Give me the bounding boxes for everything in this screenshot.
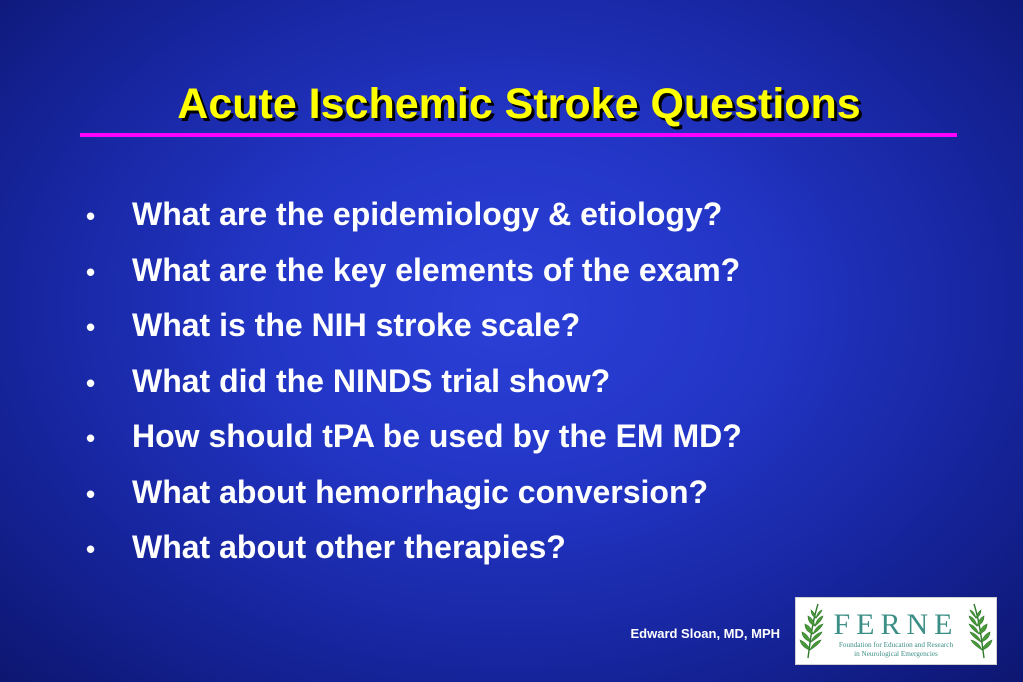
bullet-text: What are the key elements of the exam? [132,251,741,288]
author-credit: Edward Sloan, MD, MPH [630,626,780,641]
bullet-item [84,252,742,308]
bullet-item [84,418,742,474]
logo-letters: FERNE [833,608,959,641]
bullet-marker: • [86,256,96,287]
ferne-logo [795,597,997,665]
title-underline [80,133,957,137]
bullet-item [84,474,742,530]
logo-tagline-line2: in Neurological Emergencies [854,650,938,658]
bullet-text: What are the epidemiology & etiology? [132,196,723,232]
bullet-text: How should tPA be used by the EM MD? [132,418,742,454]
bullet-text: What is the NIH stroke scale? [132,307,581,343]
fern-frond-icon [800,604,823,658]
bullet-marker: • [86,201,96,231]
bullet-marker: • [86,312,96,342]
bullet-item [84,307,742,363]
bullet-item [84,363,742,419]
bullet-text: What did the NINDS trial show? [132,362,611,399]
bullet-text: What about hemorrhagic conversion? [132,473,709,510]
bullet-marker: • [86,478,96,509]
bullet-marker: • [86,367,96,398]
bullet-marker: • [86,534,96,564]
logo-tagline-line1: Foundation for Education and Research [838,641,954,649]
bullet-list [84,196,742,585]
bullet-item [84,196,742,252]
bullet-item [84,529,742,585]
fern-frond-icon [969,604,992,658]
bullet-marker: • [86,423,96,453]
slide-title: Acute Ischemic Stroke Questions [177,80,861,128]
bullet-text: What about other therapies? [132,529,566,565]
